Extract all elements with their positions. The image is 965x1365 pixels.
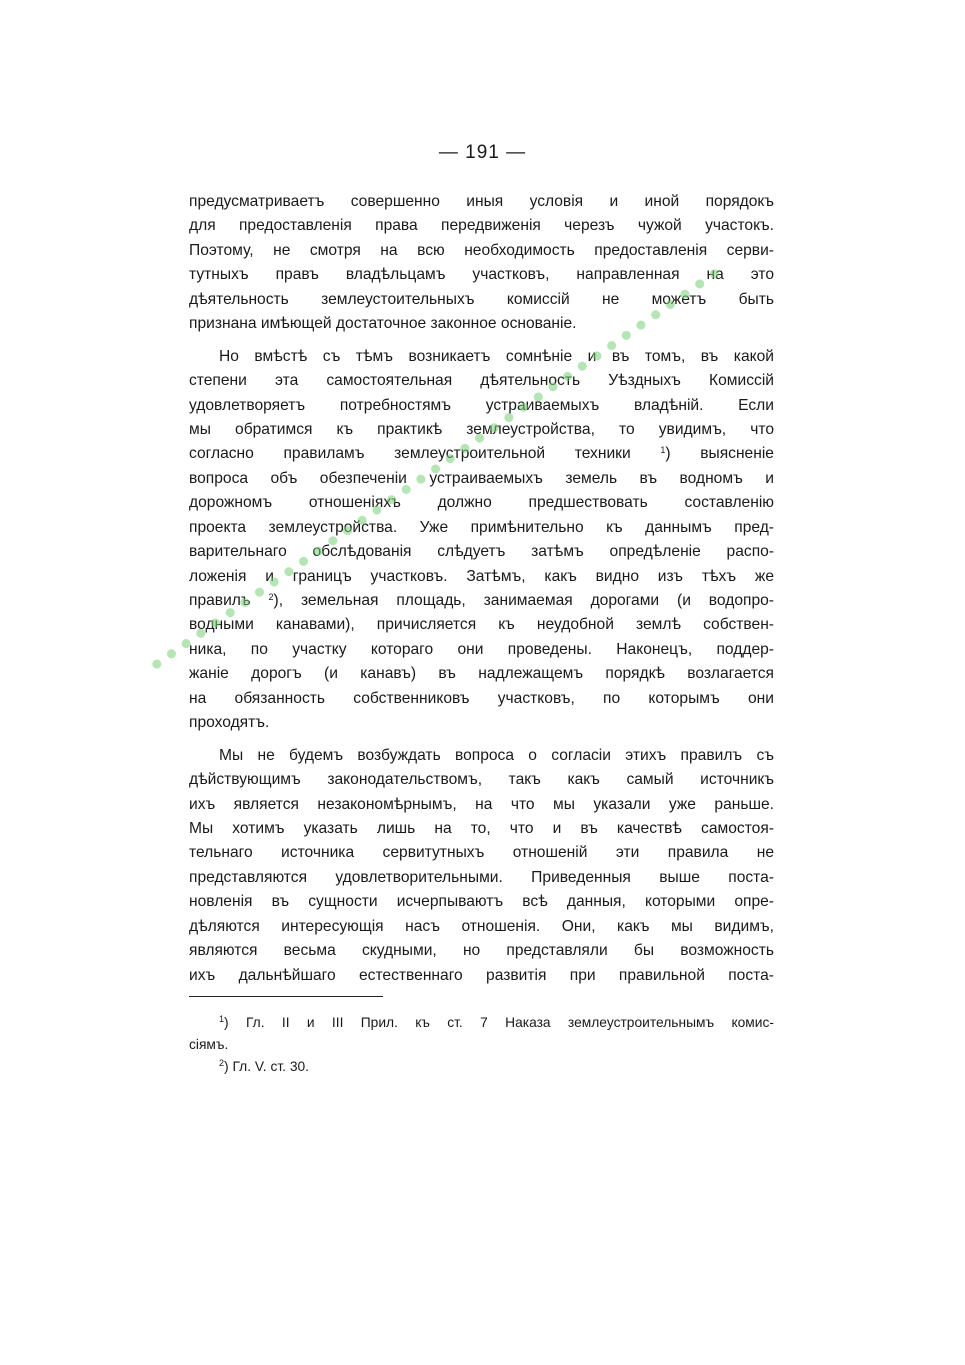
text-line: новленія въ сущности исчерпываютъ всѣ данныя, которыми опре- [189, 893, 774, 911]
text-line: Мы хотимъ указать лишь на то, что и въ качествѣ самостоя- [189, 819, 774, 837]
text-line: дѣляются интересующія насъ отношенія. Они, какъ мы видимъ, [189, 917, 774, 935]
text-line: водными канавами), причисляется къ неудобной землѣ собствен- [189, 616, 774, 634]
text-line: ихъ является незакономѣрнымъ, на что мы указали уже раньше. [189, 795, 774, 813]
text-line: согласно правиламъ землеустроительной техники $^1$) выясненіе [189, 445, 774, 463]
text-line: правилъ $^2$), земельная площадь, занимаемая дорогами (и водопро- [189, 592, 774, 609]
text-line: варительнаго обслѣдованія слѣдуетъ затѣмъ опредѣленіе распо- [189, 543, 774, 561]
text-line: ложенія и границъ участковъ. Затѣмъ, какъ видно изъ тѣхъ же [189, 567, 774, 585]
text-line: удовлетворяетъ потребностямъ устраиваемыхъ владѣній. Если [189, 396, 774, 414]
text-line: являются весьма скудными, но представляли бы возможность [189, 942, 774, 960]
text-line: ихъ дальнѣйшаго естественнаго развитія при правильной поста- [189, 966, 774, 984]
body-text [189, 190, 774, 988]
footnote-1-continued [189, 1034, 774, 1056]
text-line: представляются удовлетворительными. Приведенныя выше поста- [189, 868, 774, 886]
text-segment: выясненіе [670, 445, 774, 463]
text-line: жаніе дорогъ (и канавъ) въ надлежащемъ порядкѣ возлагается [189, 665, 774, 683]
text-line: ника, по участку котораго они проведены. Наконецъ, поддер- [189, 640, 774, 658]
text-line: предусматриваетъ совершенно иныя условія и иной порядокъ [189, 193, 774, 210]
text-line: степени эта самостоятельная дѣятельность Уѣздныхъ Комиссій [189, 372, 774, 390]
footnote-divider [189, 996, 383, 997]
text-segment: , земельная площадь, занимаемая дорогами (и водопро- [278, 592, 774, 609]
text-segment: согласно правиламъ землеустроительной техники [189, 445, 631, 463]
footnote-text: Гл. V. ст. 30. [232, 1059, 310, 1074]
text-line: Поэтому, не смотря на всю необходимость предоставленія серви- [189, 241, 774, 259]
text-line: вопроса объ обезпеченіи устраиваемыхъ земель въ водномъ и [189, 469, 774, 487]
footnote-ref-1[interactable]: 1 [660, 445, 666, 456]
footnote-2: $^2$) Гл. V. ст. 30. [219, 1058, 310, 1074]
text-line: дѣятельность землеустоительныхъ комиссій не можетъ быть [189, 290, 774, 308]
page-number: — 191 — [438, 142, 527, 163]
footnote-mark: 2 [219, 1058, 225, 1068]
text-line: дорожномъ отношеніяхъ должно предшествовать составленію [189, 494, 774, 512]
text-line: мы обратимся къ практикѣ землеустройства, то увидимъ, что [189, 420, 774, 438]
text-line: дѣйствующимъ законодательствомъ, такъ какъ самый источникъ [189, 771, 774, 789]
footnote-1: $^1$) Гл. II и III Прил. къ ст. 7 Наказа землеустроительнымъ комис- [219, 1014, 774, 1030]
footnote-text: Гл. II и III Прил. къ ст. 7 Наказа землеустроительнымъ комис- [245, 1015, 774, 1030]
footnote-ref-2[interactable]: 2 [268, 592, 274, 602]
footnotes [189, 1012, 774, 1078]
footnote-mark: 1 [219, 1014, 225, 1024]
text-line: проходятъ. [189, 714, 270, 732]
text-line: Но вмѣстѣ съ тѣмъ возникаетъ сомнѣніе и въ томъ, въ какой [219, 347, 774, 365]
text-line: на обязанность собственниковъ участковъ, по которымъ они [189, 689, 774, 707]
footnote-text: сіямъ. [189, 1037, 229, 1052]
text-line: для предоставленія права передвиженія черезъ чужой участокъ. [189, 217, 774, 235]
text-line: признана имѣющей достаточное законное основаніе. [189, 315, 577, 333]
text-line: тутныхъ правъ владѣльцамъ участковъ, направленная на это [189, 266, 774, 284]
text-line: Мы не будемъ возбуждать вопроса о согласіи этихъ правилъ съ [219, 746, 774, 764]
text-line: тельнаго источника сервитутныхъ отношеній эти правила не [189, 844, 774, 862]
text-line: проекта землеустройства. Уже примѣнительно къ даннымъ пред- [189, 518, 774, 536]
text-segment: правилъ [189, 592, 251, 609]
